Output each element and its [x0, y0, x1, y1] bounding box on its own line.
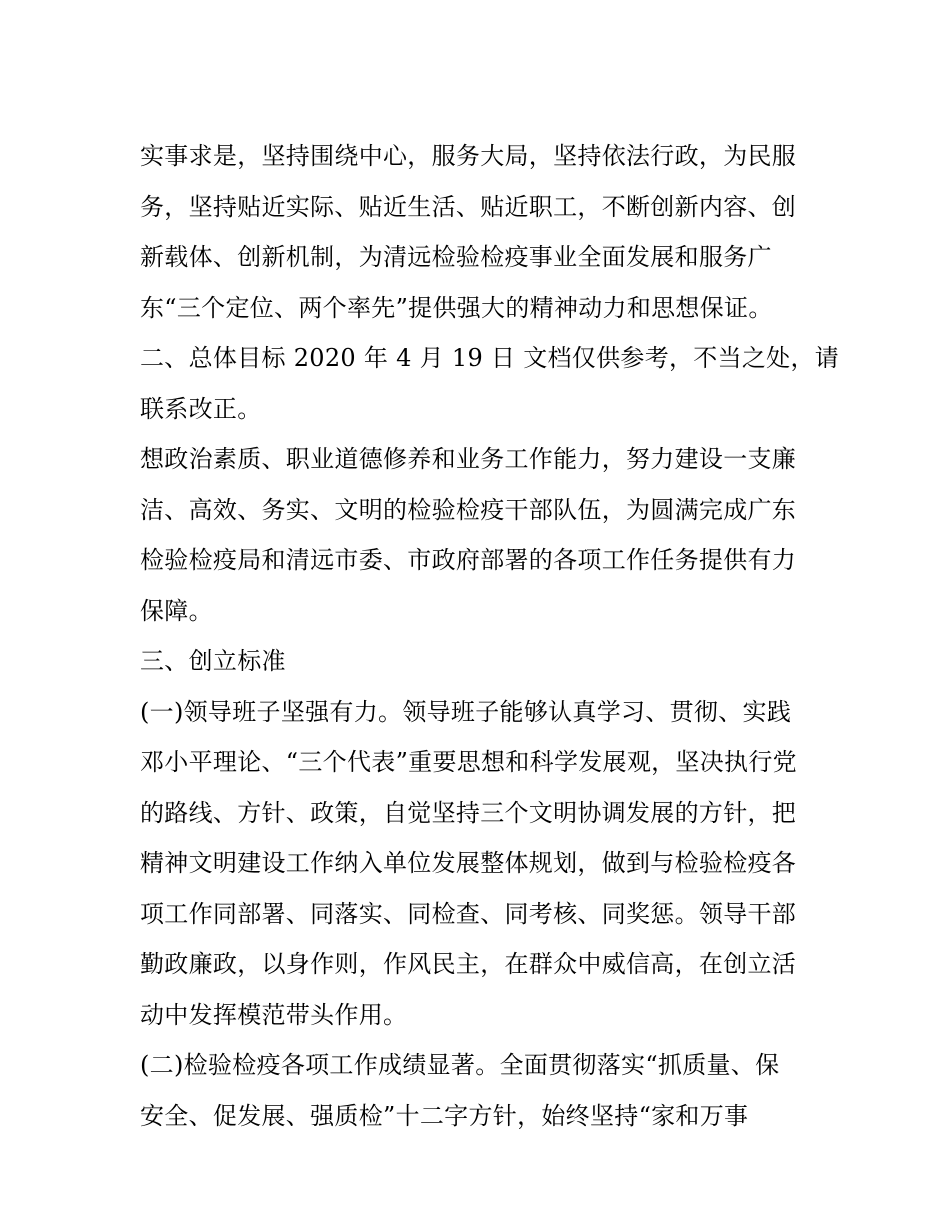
text-line: 的路线、方针、政策，自觉坚持三个文明协调发展的方针，把 [140, 798, 797, 827]
document-body [140, 131, 840, 1141]
text-line: 洁、高效、务实、文明的检验检疫干部队伍，为圆满完成广东 [140, 495, 797, 524]
text-line: 实事求是，坚持围绕中心，服务大局，坚持依法行政，为民服 [140, 142, 797, 170]
section-heading-overall-goal: 二、总体目标 2020 年 4 月 19 日 文档仅供参考，不当之处，请 [140, 344, 840, 372]
text-line: (一)领导班子坚强有力。领导班子能够认真学习、贯彻、实践 [140, 697, 792, 726]
text-line: 联系改正。 [140, 394, 262, 423]
text-line: 动中发挥模范带头作用。 [140, 1000, 408, 1029]
text-line: 精神文明建设工作纳入单位发展整体规划，做到与检验检疫各 [140, 849, 797, 877]
text-line: 新载体、创新机制，为清远检验检疫事业全面发展和服务广 [140, 243, 772, 271]
section-heading-standards: 三、创立标准 [140, 647, 286, 675]
text-line: 想政治素质、职业道德修养和业务工作能力，努力建设一支廉 [140, 445, 797, 473]
text-line: 保障。 [140, 596, 213, 625]
text-line: 务，坚持贴近实际、贴近生活、贴近职工，不断创新内容、创 [140, 192, 797, 221]
text-line: 东“三个定位、两个率先”提供强大的精神动力和思想保证。 [140, 293, 773, 322]
text-line: 邓小平理论、“三个代表”重要思想和科学发展观，坚决执行党 [140, 748, 797, 776]
text-line: 检验检疫局和清远市委、市政府部署的各项工作任务提供有力 [140, 546, 797, 574]
text-line: 项工作同部署、同落实、同检查、同考核、同奖惩。领导干部 [140, 899, 797, 928]
text-line: 勤政廉政，以身作则，作风民主，在群众中威信高，在创立活 [140, 950, 797, 978]
text-line: 安全、促发展、强质检”十二字方针，始终坚持“家和万事 [140, 1101, 749, 1130]
text-line: (二)检验检疫各项工作成绩显著。全面贯彻落实“抓质量、保 [140, 1051, 780, 1079]
